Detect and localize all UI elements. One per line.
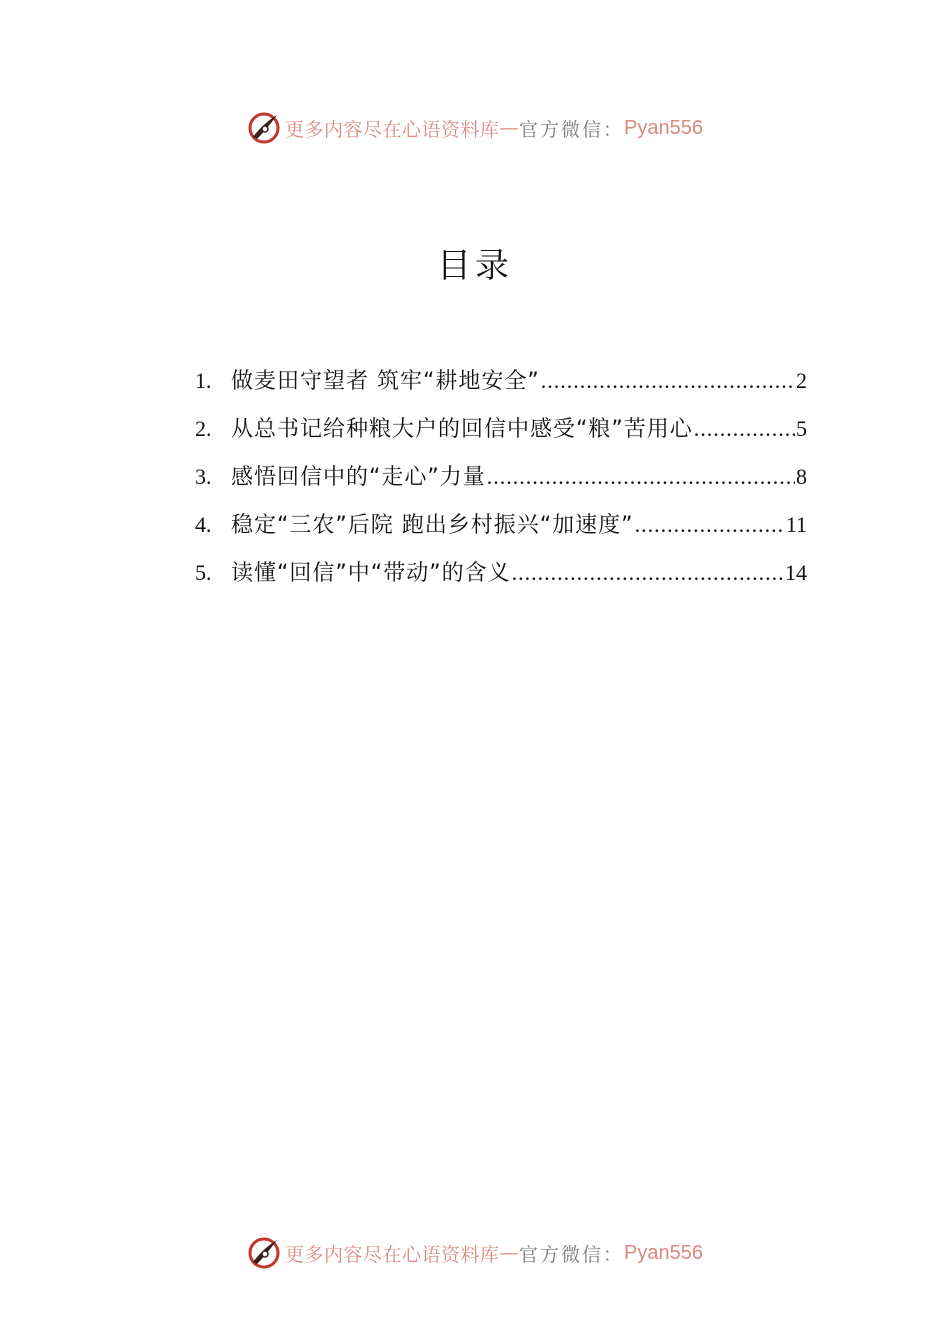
toc-leader-dots — [541, 368, 795, 394]
toc-entry-page: 11 — [785, 512, 807, 537]
banner-wechat-id: Pyan556 — [624, 1241, 703, 1264]
page-title: 目录 — [437, 246, 513, 286]
toc-entry-label: 读懂“回信”中“带动”的含义 — [231, 561, 511, 586]
toc-entry-5[interactable] — [195, 556, 807, 604]
toc-entry-page: 2 — [796, 368, 807, 393]
banner-main-text: 更多内容尽在心语资料库 — [285, 118, 500, 141]
banner-official-text: 官方微信： — [519, 118, 625, 141]
toc-entry-number: 2. — [195, 416, 212, 441]
toc-entry-label: 做麦田守望者 筑牢“耕地安全” — [231, 369, 540, 394]
pen-logo-icon — [247, 111, 281, 145]
toc-entry-number: 5. — [195, 560, 212, 585]
toc-leader-dots — [635, 512, 785, 538]
toc-entry-1[interactable] — [195, 364, 807, 412]
toc-entry-label: 稳定“三农”后院 跑出乡村振兴“加速度” — [231, 513, 634, 538]
toc-entry-number: 3. — [195, 464, 212, 489]
toc-entry-page: 14 — [785, 560, 807, 585]
header-banner — [0, 108, 950, 148]
toc-entry-4[interactable] — [195, 508, 807, 556]
banner-wechat-id: Pyan556 — [624, 116, 703, 139]
toc-leader-dots — [512, 560, 784, 586]
toc-entry-label: 感悟回信中的“走心”力量 — [231, 465, 486, 490]
toc-leader-dots — [487, 464, 795, 490]
banner-dash: — — [499, 1242, 520, 1264]
banner-dash: — — [499, 117, 520, 139]
table-of-contents — [195, 364, 807, 604]
toc-entry-number: 1. — [195, 368, 212, 393]
toc-entry-number: 4. — [195, 512, 212, 537]
banner-official-text: 官方微信： — [519, 1243, 625, 1266]
footer-banner — [0, 1233, 950, 1273]
pen-logo-icon — [247, 1236, 281, 1270]
toc-entry-page: 8 — [796, 464, 807, 489]
banner-main-text: 更多内容尽在心语资料库 — [285, 1243, 500, 1266]
toc-entry-page: 5 — [796, 416, 807, 441]
toc-entry-2[interactable] — [195, 412, 807, 460]
toc-entry-label: 从总书记给种粮大户的回信中感受“粮”苦用心 — [231, 417, 693, 442]
toc-entry-3[interactable] — [195, 460, 807, 508]
toc-leader-dots — [694, 416, 795, 442]
